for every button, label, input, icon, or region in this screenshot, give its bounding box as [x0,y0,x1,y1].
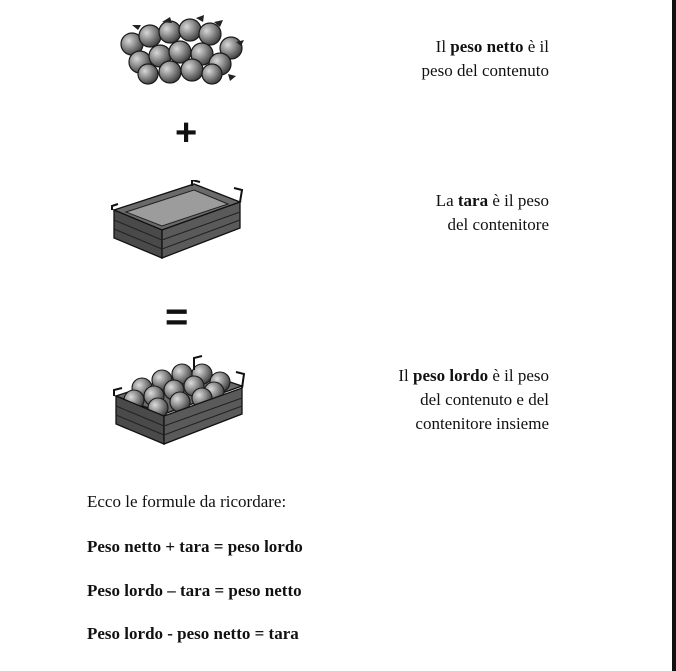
oranges-illustration [118,14,250,86]
tare-caption-line1: La tara è il peso [435,191,549,210]
gross-weight-caption-line1: Il peso lordo è il peso [398,366,549,385]
net-weight-term: peso netto [450,37,524,56]
formulas-intro: Ecco le formule da ricordare: [87,492,287,511]
net-weight-caption-line2: peso del contenuto [421,61,549,80]
net-weight-caption-line1: Il peso netto è il [435,37,549,56]
formula-net-weight: Peso lordo – tara = peso netto [87,581,302,600]
page-right-border [672,0,676,671]
net-weight-caption [422,35,549,83]
gross-weight-caption [398,364,549,436]
gross-weight-caption-line3: contenitore insieme [415,414,549,433]
plus-sign: + [175,112,198,154]
equals-sign: = [165,295,189,339]
gross-weight-caption-line2: del contenuto e del [420,390,549,409]
tare-term: tara [457,191,489,210]
tare-caption-line2: del contenitore [447,215,549,234]
tare-caption [436,189,549,237]
formula-gross-weight: Peso netto + tara = peso lordo [87,537,303,556]
empty-crate-illustration [104,180,246,262]
gross-weight-term: peso lordo [413,366,489,385]
full-crate-illustration [108,352,248,448]
formula-tare: Peso lordo - peso netto = tara [87,624,299,643]
